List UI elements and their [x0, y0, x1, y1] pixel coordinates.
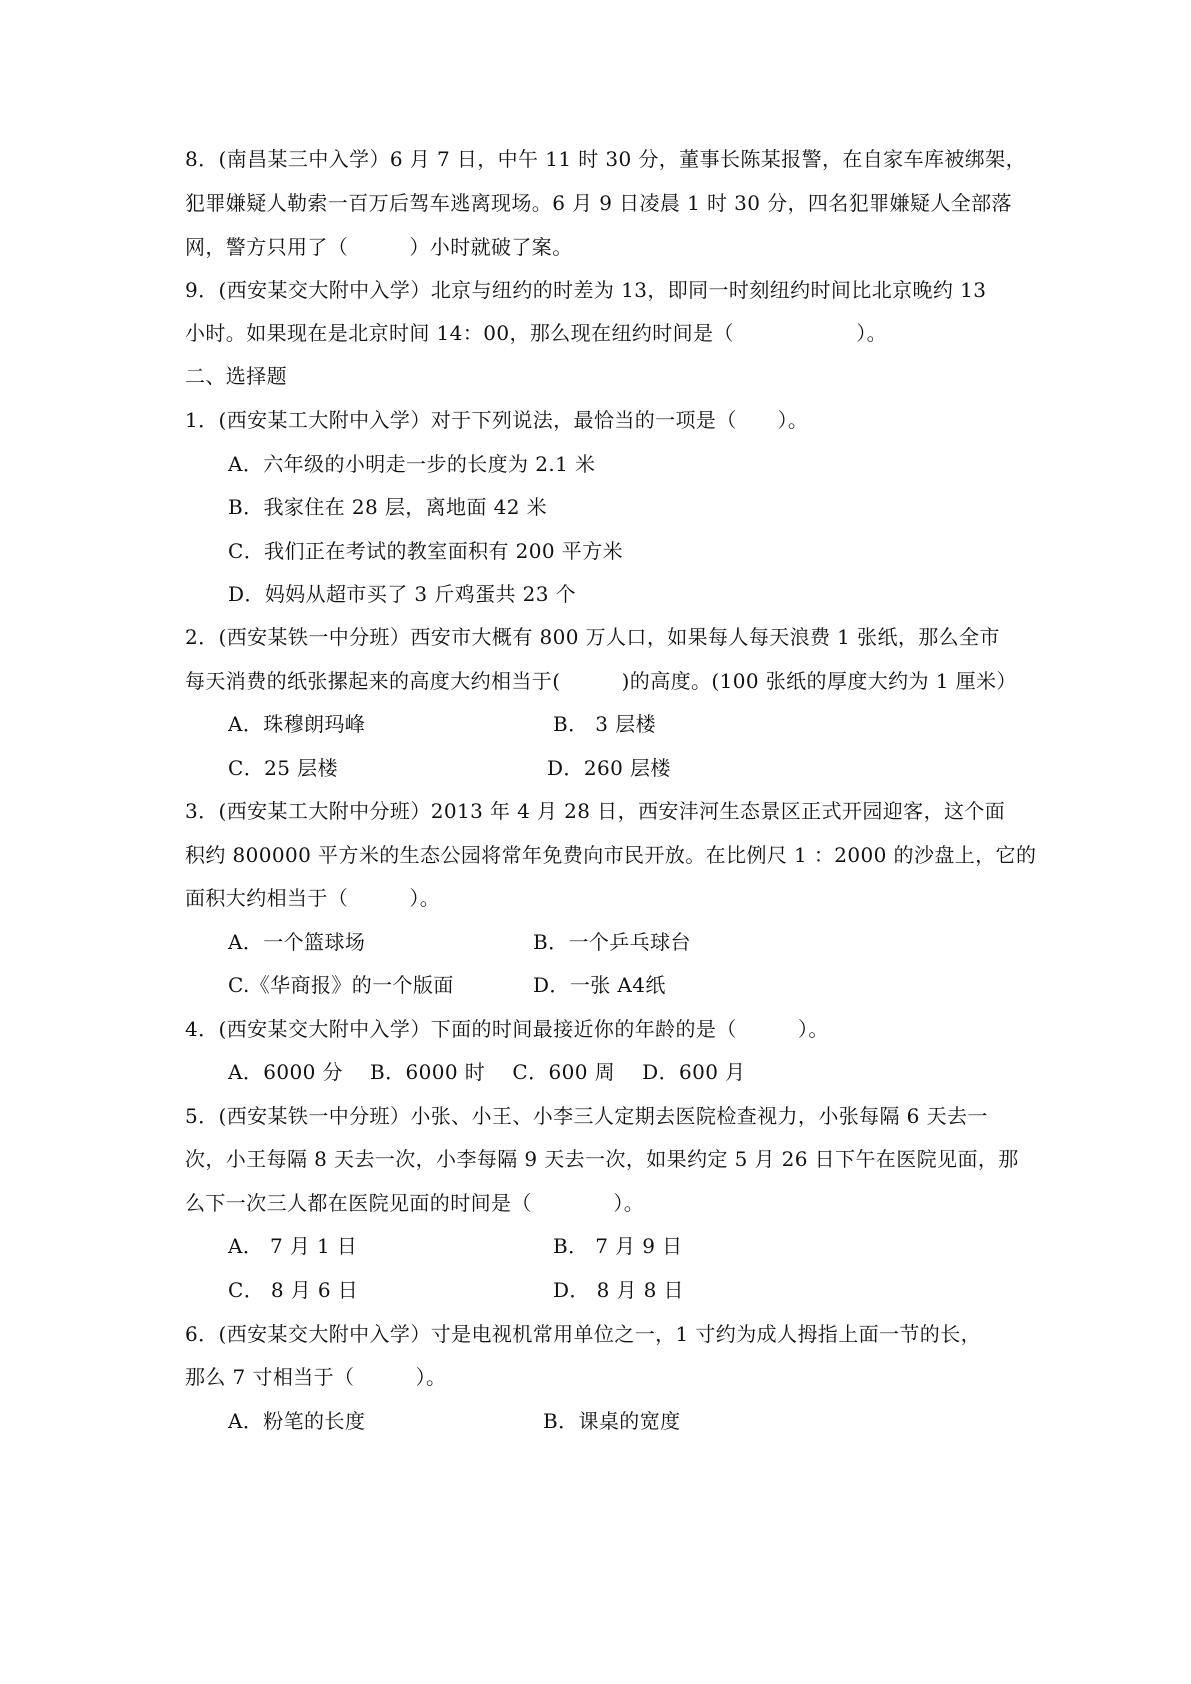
q8-line1: 8．(南昌某三中入学）6 月 7 日，中午 11 时 30 分，董事长陈某报警，在自家车库被绑架， — [185, 147, 1026, 171]
c5-line3: 么下一次三人都在医院见面的时间是（ ）。 — [185, 1191, 645, 1215]
c6-line1: 6．(西安某交大附中入学）寸是电视机常用单位之一，1 寸约为成人拇指上面一节的长， — [185, 1322, 982, 1346]
c5-option-a: A． 7 月 1 日 — [228, 1234, 358, 1258]
q8-line3: 网，警方只用了（ ）小时就破了案。 — [185, 235, 573, 259]
c5-line2: 次，小王每隔 8 天去一次，小李每隔 9 天去一次，如果约定 5 月 26 日下午在医院见面，那 — [185, 1147, 1019, 1171]
c2-option-c: C．25 层楼 — [228, 756, 338, 780]
c2-line2: 每天消费的纸张摞起来的高度大约相当于( )的高度。(100 张纸的厚度大约为 1 厘米） — [185, 669, 1017, 693]
c1-option-c: C．我们正在考试的教室面积有 200 平方米 — [228, 539, 623, 563]
c2-option-d: D．260 层楼 — [547, 756, 671, 780]
c5-option-b: B． 7 月 9 日 — [553, 1234, 683, 1258]
c2-option-a: A．珠穆朗玛峰 — [228, 712, 366, 736]
c6-line2: 那么 7 寸相当于（ ）。 — [185, 1365, 447, 1389]
c5-line1: 5．(西安某铁一中分班）小张、小王、小李三人定期去医院检查视力，小张每隔 6 天去一 — [185, 1104, 988, 1128]
c1-stem: 1．(西安某工大附中入学）对于下列说法，最恰当的一项是（ ）。 — [185, 408, 809, 432]
q9-line1: 9．(西安某交大附中入学）北京与纽约的时差为 13，即同一时刻纽约时间比北京晚约 13 — [185, 278, 987, 302]
c3-line1: 3．(西安某工大附中分班）2013 年 4 月 28 日，西安沣河生态景区正式开园迎客，这个面 — [185, 799, 1006, 823]
c6-option-a: A．粉笔的长度 — [228, 1409, 366, 1433]
c5-option-d: D． 8 月 8 日 — [553, 1278, 684, 1302]
c3-line2: 积约 800000 平方米的生态公园将常年免费向市民开放。在比例尺 1 ：2000 的沙盘上，它的 — [185, 843, 1037, 867]
q9-line2: 小时。如果现在是北京时间 14：00，那么现在纽约时间是（ ）。 — [185, 321, 888, 345]
c1-option-b: B．我家住在 28 层，离地面 42 米 — [228, 495, 548, 519]
q8-line2: 犯罪嫌疑人勒索一百万后驾车逃离现场。6 月 9 日凌晨 1 时 30 分，四名犯罪嫌疑人全部落 — [185, 191, 1012, 215]
c5-option-c: C． 8 月 6 日 — [228, 1278, 359, 1302]
c6-option-b: B．课桌的宽度 — [543, 1409, 681, 1433]
c2-option-b: B． 3 层楼 — [553, 712, 656, 736]
c3-option-c: C.《华商报》的一个版面 — [228, 973, 454, 997]
c4-options: A．6000 分 B．6000 时 C．600 周 D．600 月 — [228, 1060, 746, 1084]
c1-option-a: A．六年级的小明走一步的长度为 2.1 米 — [228, 452, 596, 476]
c3-option-d: D．一张 A4纸 — [533, 973, 666, 997]
section-title: 二、选择题 — [185, 364, 287, 388]
c3-option-b: B．一个乒乓球台 — [533, 930, 691, 954]
c4-stem: 4．(西安某交大附中入学）下面的时间最接近你的年龄的是（ ）。 — [185, 1017, 829, 1041]
c1-option-d: D．妈妈从超市买了 3 斤鸡蛋共 23 个 — [228, 582, 577, 606]
c2-line1: 2．(西安某铁一中分班）西安市大概有 800 万人口，如果每人每天浪费 1 张纸，那么全市 — [185, 625, 1000, 649]
c3-line3: 面积大约相当于（ ）。 — [185, 886, 441, 910]
c3-option-a: A．一个篮球场 — [228, 930, 366, 954]
